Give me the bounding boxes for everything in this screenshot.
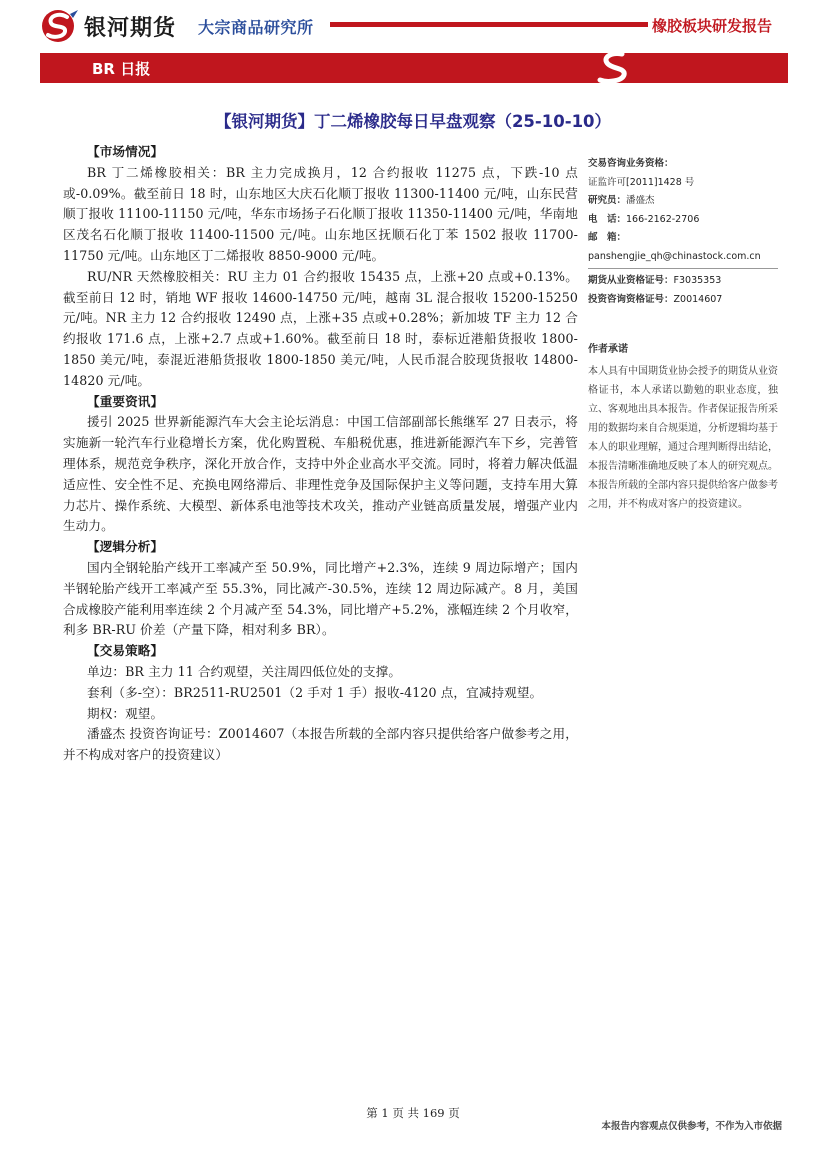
sidebar-divider xyxy=(588,268,778,269)
paragraph-ru-nr: RU/NR 天然橡胶相关：RU 主力 01 合约报收 15435 点，上涨+20 点或+0.13%。截至前日 12 时，销地 WF 报收 14600-14750 元/吨，越南 3L 混合报收 15200-15250 元/吨。NR 主力 12 合约报收 12490 点，上涨+35 点或+0.28%；新加坡 TF 主力 12 合约报收 171.6 点，上涨+2.7 点或+1.60%。截至前日 18 时，泰标近港船货报收 1800-1850 美元/吨，泰混近港船货报收 1800-1850 美元/吨，人民币混合胶现货报收 14800-14820 元/吨。 xyxy=(63,268,578,388)
page-title: 【银河期货】丁二烯橡胶每日早盘观察（25-10-10） xyxy=(214,112,612,131)
band-label: BR 日报 xyxy=(92,60,151,78)
swoosh-icon xyxy=(588,50,640,86)
phone-row xyxy=(588,211,778,230)
header-rule xyxy=(330,22,648,27)
paragraph-news: 援引 2025 世界新能源汽车大会主论坛消息：中国工信部副部长熊继军 27 日表示，将实施新一轮汽车行业稳增长方案，优化购置税、车船税优惠，推进新能源汽车下乡，完善管理体系，规范竞争秩序，深化开放合作，支持中外企业高水平交流。同时，将着力解决低温适应性、安全性不足、充换电网络滞后、非理性竞争及国际保护主义等问题，支持车用大算力芯片、操作系统、大模型、新体系电池等技术攻关，推动产业链高质量发展，增强产业内生动力。 xyxy=(63,414,578,534)
paragraph-options: 期权：观望。 xyxy=(87,705,164,721)
report-band xyxy=(40,53,788,83)
main-content xyxy=(63,142,578,766)
paragraph-logic: 国内全钢轮胎产线开工率减产至 50.9%，同比增产+2.3%，连续 9 周边际增产；国内半钢轮胎产线开工率减产至 55.3%，同比减产-30.5%，连续 12 周边际减产。8 月，美国合成橡胶产能利用率连续 2 个月减产至 54.3%，同比增产+5.2%，涨幅连续 2 个月收窄，利多 BR-RU 价差（产量下降，相对利多 BR）。 xyxy=(63,559,578,638)
phone-label: 电 话： xyxy=(588,213,627,225)
paragraph-br: BR 丁二烯橡胶相关：BR 主力完成换月，12 合约报收 11275 点，下跌-10 点或-0.09%。截至前日 18 时，山东地区大庆石化顺丁报收 11300-11400 元/吨，山东民营顺丁报收 11100-11150 元/吨，华东市场扬子石化顺丁报收 11350-11400 元/吨，华南地区茂名石化顺丁报收 11400-11500 元/吨。山东地区抚顺石化丁苯 1502 报收 11700-11750 元/吨。山东地区丁二烯报收 8850-9000 元/吨。 xyxy=(63,164,578,263)
email-value-row xyxy=(588,248,778,267)
advisory-cert-row xyxy=(588,291,778,310)
report-header xyxy=(0,0,826,90)
futures-cert-label: 期货从业资格证号： xyxy=(588,275,674,286)
footer-disclaimer: 本报告内容观点仅供参考，不作为入市依据 xyxy=(601,1121,782,1132)
page-number: 第 1 页 共 169 页 xyxy=(366,1106,460,1120)
pledge-title: 作者承诺 xyxy=(588,344,628,355)
researcher-row xyxy=(588,192,778,211)
galaxy-s-logo-icon xyxy=(40,8,80,44)
section-heading-market: 【市场情况】 xyxy=(87,144,164,159)
section-heading-strategy: 【交易策略】 xyxy=(87,643,164,659)
sidebar xyxy=(588,155,778,514)
phone-value: 166-2162-2706 xyxy=(626,213,700,225)
researcher-value: 潘盛杰 xyxy=(626,195,655,206)
advisory-cert-value: Z0014607 xyxy=(673,293,723,305)
section-heading-news: 【重要资讯】 xyxy=(87,393,164,409)
researcher-label: 研究员： xyxy=(588,195,627,206)
futures-cert-value: F3035353 xyxy=(673,275,722,286)
pledge-text: 本人具有中国期货业协会授予的期货从业资格证书，本人承诺以勤勉的职业态度，独立、客观地出具本报告。作者保证报告所采用的数据均来自合规渠道，分析逻辑均基于本人的职业理解，通过合理判断得出结论，本报告清晰准确地反映了本人的研究观点。本报告所载的全部内容只提供给客户做参考之用，并不构成对客户的投资建议。 xyxy=(588,365,778,510)
brand-name: 银河期货 xyxy=(84,16,177,41)
license-row xyxy=(588,155,778,174)
paragraph-single-side: 单边：BR 主力 11 合约观望，关注周四低位处的支撑。 xyxy=(87,663,402,679)
institute-name: 大宗商品研究所 xyxy=(198,18,314,37)
license-value: 证监许可[2011]1428 号 xyxy=(588,176,695,188)
paragraph-arbitrage: 套利（多-空）：BR2511-RU2501（2 手对 1 手）报收-4120 点，宜减持观望。 xyxy=(87,684,543,700)
paragraph-author-note: 潘盛杰 投资咨询证号：Z0014607（本报告所载的全部内容只提供给客户做参考之用，并不构成对客户的投资建议） xyxy=(63,726,578,763)
email-row xyxy=(588,229,778,248)
futures-cert-row xyxy=(588,272,778,291)
email-value[interactable]: panshengjie_qh@chinastock.com.cn xyxy=(588,250,761,262)
advisory-cert-label: 投资咨询资格证号： xyxy=(588,293,674,305)
report-type: 橡胶板块研发报告 xyxy=(652,17,773,35)
license-label: 交易咨询业务资格： xyxy=(588,158,674,169)
license-value-row xyxy=(588,174,778,193)
section-heading-logic: 【逻辑分析】 xyxy=(87,539,164,555)
email-label: 邮 箱： xyxy=(588,232,627,243)
